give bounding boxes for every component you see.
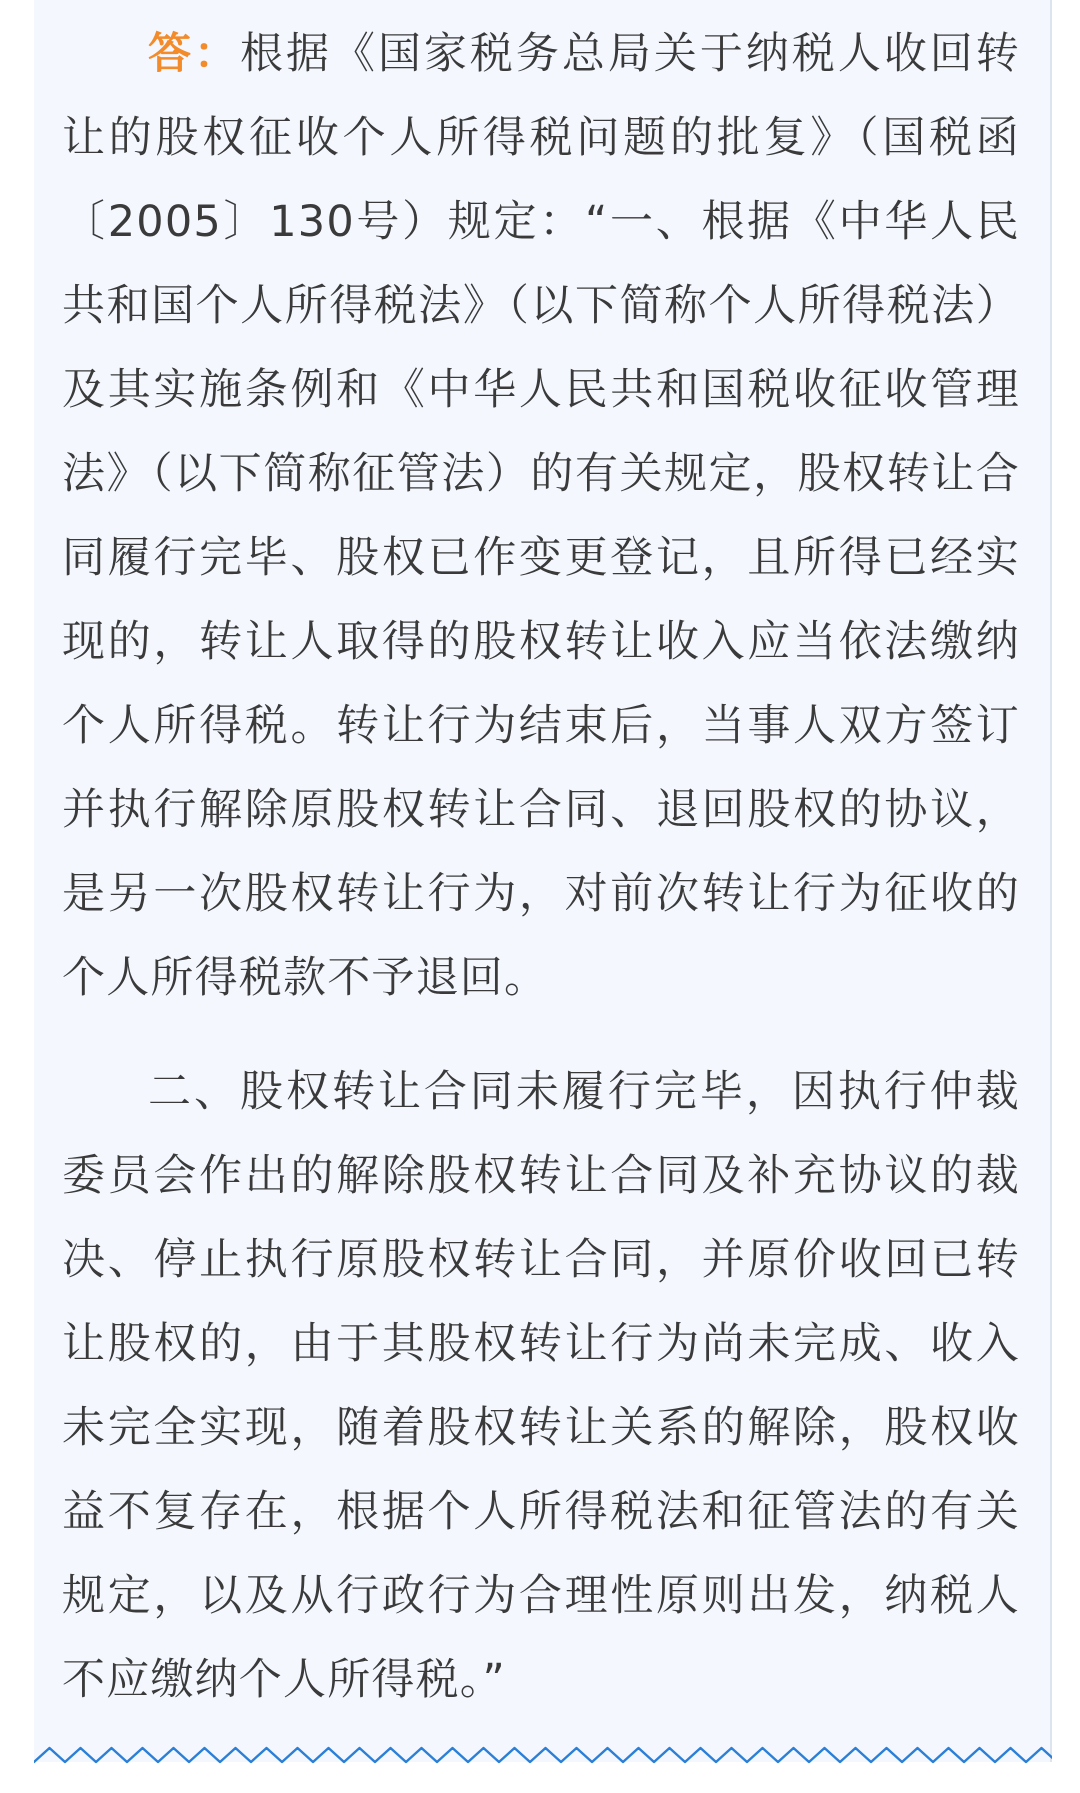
card-right-border	[1050, 0, 1052, 1762]
answer-paragraph-1	[62, 12, 1020, 1020]
wave-divider	[34, 1738, 1052, 1768]
answer-label: 答：	[148, 29, 240, 79]
answer-paragraph-2: 二、股权转让合同未履行完毕，因执行仲裁委员会作出的解除股权转让合同及补充协议的裁决、停止执行原股权转让合同，并原价收回已转让股权的，由于其股权转让行为尚未完成、收入未完全实现，随着股权转让关系的解除，股权收益不复存在，根据个人所得税法和征管法的有关规定，以及从行政行为合理性原则出发，纳税人不应缴纳个人所得税。”	[62, 1067, 1020, 1705]
answer-paragraph-1-text: 根据《国家税务总局关于纳税人收回转让的股权征收个人所得税问题的批复》（国税函〔2005〕130号）规定：“一、根据《中华人民共和国个人所得税法》（以下简称个人所得税法）及其实施条例和《中华人民共和国税收征收管理法》（以下简称征管法）的有关规定，股权转让合同履行完毕、股权已作变更登记，且所得已经实现的，转让人取得的股权转让收入应当依法缴纳个人所得税。转让行为结束后，当事人双方签订并执行解除原股权转让合同、退回股权的协议，是另一次股权转让行为，对前次转让行为征收的个人所得税款不予退回。	[62, 29, 1020, 1003]
